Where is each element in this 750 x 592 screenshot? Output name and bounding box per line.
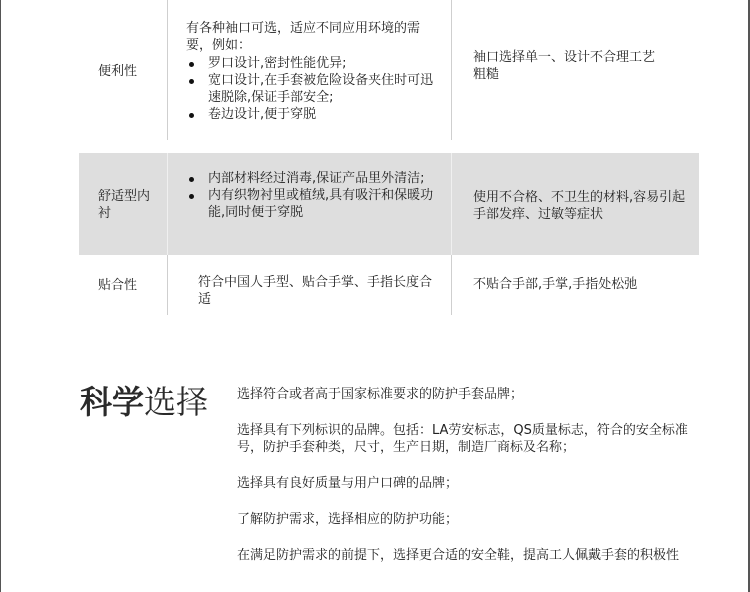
bad-practice-text: 使用不合格、不卫生的材料,容易引起手部发痒、过敏等症状 xyxy=(473,190,686,222)
list-item: 内部材料经过消毒,保证产品里外清洁; xyxy=(186,170,436,187)
table-row-fit xyxy=(79,255,699,315)
column-divider xyxy=(451,255,452,315)
column-divider xyxy=(167,255,168,315)
heading-bold-part: 科学 xyxy=(80,383,145,421)
row-intro-text: 有各种袖口可选，适应不同应用环境的需要，例如： xyxy=(186,21,421,53)
heading-regular-part: 选择 xyxy=(144,383,209,421)
advice-item: 选择具有良好质量与用户口碑的品牌； xyxy=(237,476,459,491)
advice-item: 了解防护需求，选择相应的防护功能； xyxy=(237,512,459,527)
bad-practice-text: 不贴合手部,手掌,手指处松弛 xyxy=(473,277,638,292)
column-divider xyxy=(451,0,452,140)
bad-practice-text: 袖口选择单一、设计不合理工艺粗糙 xyxy=(473,50,656,82)
list-item: 罗口设计,密封性能优异; xyxy=(186,55,441,72)
feature-list xyxy=(186,55,441,123)
column-divider xyxy=(167,0,168,140)
row-label: 贴合性 xyxy=(98,278,138,293)
advice-item: 选择符合或者高于国家标准要求的防护手套品牌； xyxy=(237,387,524,402)
row-label: 便利性 xyxy=(98,64,138,79)
left-border xyxy=(0,0,1,592)
list-item: 内有织物衬里或植绒,具有吸汗和保暖功能,同时便于穿脱 xyxy=(186,187,436,221)
advice-item: 在满足防护需求的前提下，选择更合适的安全鞋，提高工人佩戴手套的积极性 xyxy=(237,548,680,563)
list-item: 卷边设计,便于穿脱 xyxy=(186,106,441,123)
section-heading xyxy=(80,382,208,422)
column-divider xyxy=(167,153,168,255)
table-row-lining xyxy=(79,153,699,255)
column-divider xyxy=(451,153,452,255)
advice-item: 选择具有下列标识的品牌。包括：LA劳安标志，QS质量标志，符合的安全标准号，防护手套种类，尺寸，生产日期，制造厂商标及名称； xyxy=(237,423,688,455)
feature-list xyxy=(186,170,436,221)
good-practice-text: 符合中国人手型、贴合手掌、手指长度合适 xyxy=(198,275,433,307)
table-row-convenience xyxy=(79,0,699,140)
list-item: 宽口设计,在手套被危险设备夹住时可迅速脱除,保证手部安全; xyxy=(186,72,441,106)
row-label: 舒适型内衬 xyxy=(98,189,151,221)
